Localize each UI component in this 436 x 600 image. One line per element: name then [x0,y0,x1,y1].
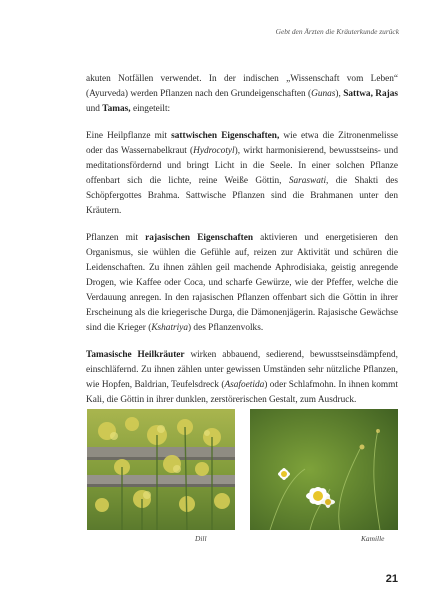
bold-term: Sattwa, Rajas [343,89,399,99]
text-run: ) des Pflanzenvolks. [188,323,264,333]
caption-dill: Dill [195,534,207,543]
italic-term: Gunas [311,89,336,99]
text-run: ) oder Schlafmohn. In ihnen kommt Kali, die Göttin in ihrer dunklen, zerstörerischen Gestalt, zum Ausdruck. [86,380,398,405]
paragraph-tamas [86,348,398,408]
paragraph-rajas [86,231,398,336]
text-run: Eine Heilpflanze mit [86,131,172,141]
paragraph-sattwa [86,129,398,219]
text-run: akuten Notfällen verwendet. In der indischen „Wissenschaft vom Leben“ (Ayurveda) werden Pflanzen nach den Grundeigenschaften ( [86,74,398,99]
paragraph-ayurveda-intro [86,72,398,117]
text-run: und [86,104,103,114]
italic-term: Saraswati, [288,176,329,186]
text-run: ), [335,89,344,99]
text-run: wirken abbauend, sedierend, bewusstseinsdämpfend, einschläfernd. Zu ihnen zählen unter gewissen Umständen sehr nützliche Pflanzen, wie Hopfen, Baldrian, Teufelsdreck ( [86,350,398,390]
text-run: Pflanzen mit [86,233,146,243]
bold-term: rajasischen Eigenschaften [145,233,254,243]
bold-term: Tamasische Heilkräuter [86,350,185,360]
text-run: wie etwa die Zitronenmelisse oder das Wassernabelkraut ( [86,131,398,156]
italic-term: Kshatriya [151,323,189,333]
kamille-photo [250,409,398,530]
text-run: eingeteilt: [130,104,171,114]
bold-term: sattwischen Eigenschaften, [171,131,280,141]
bold-term: Tamas, [102,104,131,114]
running-head: Gebt den Ärzten die Kräuterkunde zurück [275,27,399,36]
dill-photo [87,409,235,530]
caption-kamille: Kamille [361,534,385,543]
text-run: die Shakti des Schöpfergottes Brahma. Sattwische Pflanzen sind die Brahmanen unter den Kräutern. [86,176,398,216]
italic-term: Hydrocotyl [193,146,235,156]
page-number: 21 [385,573,398,585]
italic-term: Asafoetida [224,380,265,390]
body-text [86,72,398,420]
text-run: aktivieren und energetisieren den Organismus, sie wühlen die Gefühle auf, reizen zur Aktivität und schüren die Leidenschaften. Zu ihnen zählen geil machende Aphrodisiaka, geistig anregende Drogen, wie Kaffee oder Coca, und scharfe Gewürze, wie der Pfeffer, welche die Verdauung anregen. In den rajasischen Pflanzen offenbart sich die Göttin in ihrer Erscheinung als die kriegerische Durga, die Dämonenjägerin. Rajasische Gewächse sind die Krieger ( [86,233,398,333]
text-run: ), wirkt harmonisierend, bewusstseins- und meditationsfördernd und bringt Licht in die Seele. In einer solchen Pflanze offenbart sich die lichte, reine Weiße Göttin, [86,146,398,186]
